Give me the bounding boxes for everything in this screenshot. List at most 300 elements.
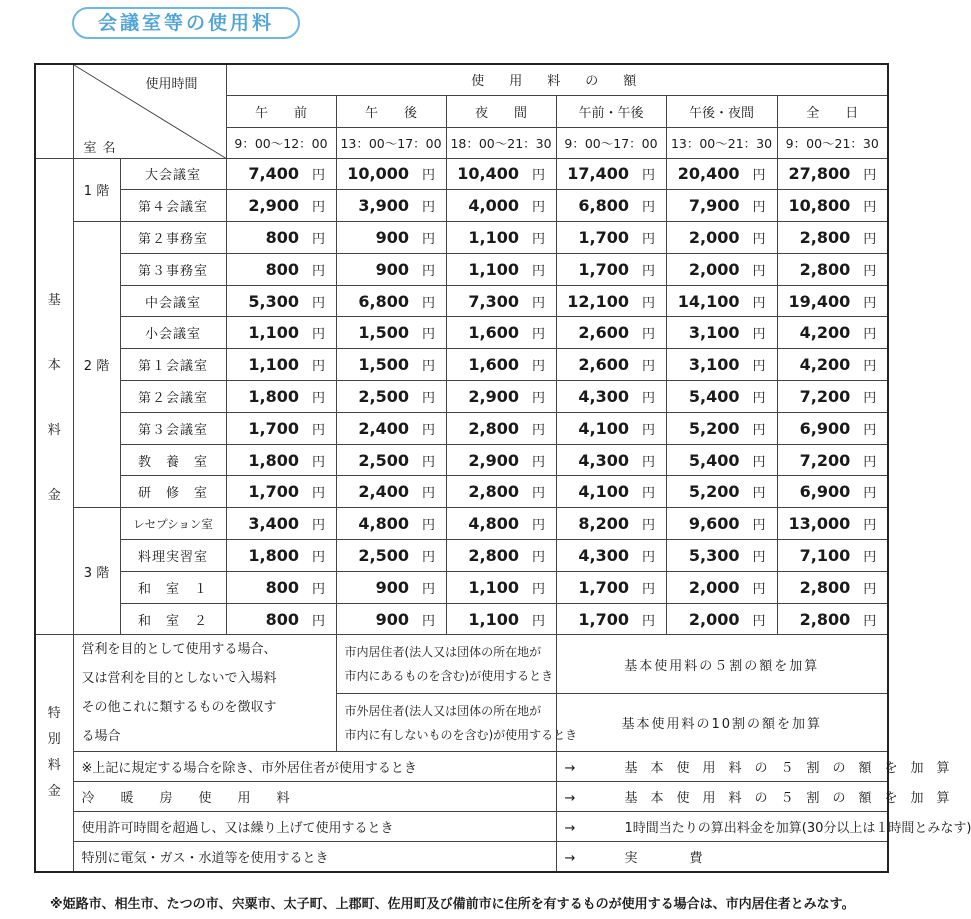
fee-cell bbox=[666, 571, 777, 603]
fee-value: 1,700 bbox=[578, 609, 629, 629]
header-corner bbox=[73, 64, 226, 158]
yen-unit: 円 bbox=[531, 549, 545, 565]
yen-unit: 円 bbox=[863, 200, 877, 216]
yen-unit: 円 bbox=[641, 231, 655, 247]
fee-value: 800 bbox=[265, 609, 299, 629]
usage-time-label: 使用時間 bbox=[145, 77, 198, 92]
table-row bbox=[35, 476, 888, 508]
fee-cell bbox=[336, 476, 446, 508]
fee-value: 1,800 bbox=[248, 450, 299, 470]
fee-value: 900 bbox=[375, 259, 409, 279]
yen-unit: 円 bbox=[531, 486, 545, 502]
special-fee-label bbox=[35, 635, 73, 872]
fee-cell bbox=[556, 222, 666, 254]
yen-unit: 円 bbox=[311, 200, 325, 216]
room-name-text: 第３会議室 bbox=[137, 422, 208, 438]
yen-unit: 円 bbox=[311, 581, 325, 597]
room-name bbox=[120, 603, 226, 635]
fee-value: 2,000 bbox=[688, 259, 740, 279]
fee-value: 1,100 bbox=[468, 577, 519, 597]
fee-value: 2,600 bbox=[578, 355, 629, 375]
special-fee bbox=[556, 842, 888, 872]
nonresident-fee bbox=[556, 693, 888, 752]
commercial-condition-line: その他これに類するものを徴収す bbox=[81, 700, 277, 716]
fee-cell bbox=[666, 381, 777, 413]
floor-label bbox=[73, 158, 120, 222]
fee-value: 2,900 bbox=[468, 386, 519, 406]
fee-value: 4,300 bbox=[578, 545, 629, 565]
yen-unit: 円 bbox=[531, 581, 545, 597]
yen-unit: 円 bbox=[531, 613, 545, 629]
fee-value: 2,800 bbox=[468, 545, 519, 565]
yen-unit: 円 bbox=[531, 327, 545, 343]
period-time bbox=[666, 127, 777, 158]
basic-fee-char: 本 bbox=[47, 358, 61, 374]
yen-unit: 円 bbox=[641, 168, 655, 184]
fee-value: 2,400 bbox=[358, 482, 409, 502]
room-name bbox=[120, 508, 226, 540]
yen-unit: 円 bbox=[752, 454, 766, 470]
arrow-icon: → bbox=[564, 821, 576, 837]
fee-value: 4,200 bbox=[799, 323, 851, 343]
fee-cell bbox=[446, 444, 556, 476]
special-row bbox=[35, 752, 888, 782]
yen-unit: 円 bbox=[863, 390, 877, 406]
yen-unit: 円 bbox=[863, 231, 877, 247]
fee-value: 1,700 bbox=[578, 227, 629, 247]
fee-value: 6,900 bbox=[799, 482, 851, 502]
yen-unit: 円 bbox=[641, 486, 655, 502]
room-name bbox=[120, 158, 226, 190]
fee-cell bbox=[226, 381, 336, 413]
fee-value: 1,800 bbox=[248, 545, 299, 565]
special-row bbox=[35, 812, 888, 842]
fee-cell bbox=[556, 285, 666, 317]
room-name bbox=[120, 190, 226, 222]
yen-unit: 円 bbox=[421, 295, 435, 311]
table-row bbox=[35, 158, 888, 190]
yen-unit: 円 bbox=[863, 486, 877, 502]
yen-unit: 円 bbox=[863, 518, 877, 534]
resident-condition-line: 市内居住者(法人又は団体の所在地が bbox=[344, 645, 542, 660]
special-fee-text: 基 本 使 用 料 の ５ 割 の 額 を 加 算 bbox=[624, 791, 950, 807]
fee-value: 4,000 bbox=[468, 196, 519, 216]
fee-value: 800 bbox=[265, 259, 299, 279]
fee-cell bbox=[226, 158, 336, 190]
room-name-text: 研 修 室 bbox=[137, 486, 208, 502]
fee-value: 13,000 bbox=[788, 514, 851, 534]
fee-value: 1,700 bbox=[578, 259, 629, 279]
fee-value: 17,400 bbox=[567, 164, 629, 184]
special-fee-char: 別 bbox=[47, 732, 61, 748]
room-name bbox=[120, 412, 226, 444]
fee-cell bbox=[777, 190, 888, 222]
fee-cell bbox=[556, 381, 666, 413]
fee-value: 7,100 bbox=[799, 545, 851, 565]
basic-fee-char: 料 bbox=[47, 423, 61, 439]
special-condition-text: ※上記に規定する場合を除き、市外居住者が使用するとき bbox=[81, 761, 417, 777]
fee-cell bbox=[666, 412, 777, 444]
fee-cell bbox=[777, 158, 888, 190]
fee-value: 4,300 bbox=[578, 386, 629, 406]
room-name-text: 小会議室 bbox=[144, 327, 201, 343]
yen-unit: 円 bbox=[531, 518, 545, 534]
fee-cell bbox=[226, 253, 336, 285]
fee-cell bbox=[336, 190, 446, 222]
fee-value: 800 bbox=[265, 227, 299, 247]
fee-value: 3,900 bbox=[358, 196, 409, 216]
period-header bbox=[226, 95, 336, 127]
yen-unit: 円 bbox=[311, 327, 325, 343]
yen-unit: 円 bbox=[641, 422, 655, 438]
special-fee-text: 基 本 使 用 料 の ５ 割 の 額 を 加 算 bbox=[624, 761, 950, 777]
special-condition bbox=[73, 842, 556, 872]
fee-cell bbox=[556, 190, 666, 222]
yen-unit: 円 bbox=[531, 422, 545, 438]
period-label: 午 前 bbox=[254, 105, 307, 121]
fee-value: 5,400 bbox=[688, 386, 740, 406]
room-name bbox=[120, 253, 226, 285]
period-header bbox=[666, 95, 777, 127]
room-name bbox=[120, 540, 226, 572]
special-fee-char: 金 bbox=[47, 784, 61, 800]
period-label: 夜 間 bbox=[474, 105, 527, 121]
yen-unit: 円 bbox=[421, 518, 435, 534]
fee-value: 800 bbox=[265, 577, 299, 597]
fee-cell bbox=[336, 508, 446, 540]
basic-fee-char: 基 bbox=[47, 293, 61, 309]
fee-value: 2,900 bbox=[248, 196, 299, 216]
fee-cell bbox=[446, 317, 556, 349]
fee-cell bbox=[226, 476, 336, 508]
fee-value: 900 bbox=[375, 227, 409, 247]
fee-value: 10,400 bbox=[457, 164, 519, 184]
fee-value: 6,800 bbox=[578, 196, 629, 216]
fee-value: 2,500 bbox=[358, 450, 409, 470]
yen-unit: 円 bbox=[421, 200, 435, 216]
yen-unit: 円 bbox=[421, 231, 435, 247]
fee-cell bbox=[336, 540, 446, 572]
fee-value: 7,300 bbox=[468, 291, 519, 311]
yen-unit: 円 bbox=[421, 327, 435, 343]
fee-cell bbox=[556, 317, 666, 349]
fee-value: 7,400 bbox=[248, 164, 299, 184]
yen-unit: 円 bbox=[311, 231, 325, 247]
fee-value: 4,800 bbox=[358, 514, 409, 534]
table-row bbox=[35, 285, 888, 317]
room-name-text: 第４会議室 bbox=[137, 200, 208, 216]
fee-cell bbox=[777, 571, 888, 603]
room-name bbox=[120, 476, 226, 508]
yen-unit: 円 bbox=[531, 231, 545, 247]
fee-cell bbox=[666, 158, 777, 190]
room-name-text: 和 室 ２ bbox=[137, 613, 208, 629]
fee-cell bbox=[336, 603, 446, 635]
fee-value: 4,800 bbox=[468, 514, 519, 534]
yen-unit: 円 bbox=[752, 200, 766, 216]
fee-value: 1,600 bbox=[468, 355, 519, 375]
room-name-text: 大会議室 bbox=[144, 168, 201, 184]
fee-cell bbox=[446, 508, 556, 540]
fee-cell bbox=[336, 444, 446, 476]
special-row bbox=[35, 782, 888, 812]
fee-value: 4,300 bbox=[578, 450, 629, 470]
nonresident-condition bbox=[336, 693, 578, 752]
yen-unit: 円 bbox=[863, 263, 877, 279]
fee-cell bbox=[226, 412, 336, 444]
special-fee-char: 料 bbox=[47, 758, 61, 774]
fee-cell bbox=[226, 349, 336, 381]
room-name-label: 室名 bbox=[83, 141, 122, 156]
yen-unit: 円 bbox=[311, 454, 325, 470]
fee-cell bbox=[226, 222, 336, 254]
special-condition bbox=[73, 782, 556, 812]
nonresident-fee-text: 基本使用料の10割の額を加算 bbox=[621, 717, 823, 733]
resident-fee bbox=[556, 635, 888, 694]
special-condition bbox=[73, 812, 556, 842]
fee-cell bbox=[446, 349, 556, 381]
fee-cell bbox=[446, 412, 556, 444]
table-row bbox=[35, 540, 888, 572]
yen-unit: 円 bbox=[531, 295, 545, 311]
yen-unit: 円 bbox=[641, 518, 655, 534]
fee-cell bbox=[446, 381, 556, 413]
fee-amount-label: 使 用 料 の 額 bbox=[471, 74, 643, 90]
fee-value: 2,800 bbox=[799, 259, 851, 279]
yen-unit: 円 bbox=[531, 454, 545, 470]
period-header bbox=[336, 95, 446, 127]
arrow-icon: → bbox=[564, 761, 576, 777]
table-row bbox=[35, 444, 888, 476]
fee-cell bbox=[226, 508, 336, 540]
yen-unit: 円 bbox=[421, 422, 435, 438]
period-time-label: 9：00～21：30 bbox=[785, 135, 879, 151]
fee-cell bbox=[446, 222, 556, 254]
fee-cell bbox=[777, 508, 888, 540]
period-time bbox=[446, 127, 556, 158]
fee-cell bbox=[556, 476, 666, 508]
fee-cell bbox=[226, 285, 336, 317]
yen-unit: 円 bbox=[863, 454, 877, 470]
yen-unit: 円 bbox=[752, 390, 766, 406]
fee-value: 9,600 bbox=[688, 514, 740, 534]
yen-unit: 円 bbox=[752, 549, 766, 565]
special-fee bbox=[556, 782, 950, 812]
footnote: ※姫路市、相生市、たつの市、宍粟市、太子町、上郡町、佐用町及び備前市に住所を有するものが使用する場合は、市内居住者とみなす。 bbox=[50, 897, 855, 912]
yen-unit: 円 bbox=[863, 581, 877, 597]
fee-value: 2,400 bbox=[358, 418, 409, 438]
special-fee-text: 実 費 bbox=[624, 851, 703, 867]
basic-fee-char: 金 bbox=[47, 488, 61, 504]
special-fee-text: 1時間当たりの算出料金を加算(30分以上は１時間とみなす) bbox=[624, 821, 971, 837]
fee-cell bbox=[226, 603, 336, 635]
table-row bbox=[35, 190, 888, 222]
fee-value: 7,200 bbox=[799, 386, 851, 406]
fee-value: 2,800 bbox=[799, 577, 851, 597]
fee-value: 20,400 bbox=[677, 164, 740, 184]
yen-unit: 円 bbox=[421, 486, 435, 502]
yen-unit: 円 bbox=[752, 613, 766, 629]
period-time-label: 13：00～17：00 bbox=[340, 135, 442, 151]
period-header bbox=[777, 95, 888, 127]
fee-value: 10,800 bbox=[788, 196, 851, 216]
period-time bbox=[336, 127, 446, 158]
fee-cell bbox=[336, 349, 446, 381]
fee-cell bbox=[226, 571, 336, 603]
yen-unit: 円 bbox=[421, 549, 435, 565]
fee-cell bbox=[336, 158, 446, 190]
fee-value: 14,100 bbox=[677, 291, 740, 311]
fee-cell bbox=[336, 253, 446, 285]
table-row bbox=[35, 412, 888, 444]
period-label: 午 後 bbox=[364, 105, 417, 121]
yen-unit: 円 bbox=[311, 422, 325, 438]
fee-value: 2,000 bbox=[688, 227, 740, 247]
fee-cell bbox=[666, 317, 777, 349]
fee-cell bbox=[226, 190, 336, 222]
yen-unit: 円 bbox=[641, 327, 655, 343]
period-time bbox=[777, 127, 888, 158]
commercial-condition-line: る場合 bbox=[81, 729, 121, 745]
fee-cell bbox=[666, 222, 777, 254]
fee-cell bbox=[556, 571, 666, 603]
room-name-text: 第１会議室 bbox=[137, 359, 208, 375]
fee-value: 1,500 bbox=[358, 355, 409, 375]
fee-value: 3,400 bbox=[248, 514, 299, 534]
fee-cell bbox=[777, 253, 888, 285]
yen-unit: 円 bbox=[531, 359, 545, 375]
fee-value: 1,100 bbox=[468, 609, 519, 629]
fee-table bbox=[34, 63, 971, 873]
fee-value: 5,200 bbox=[688, 418, 740, 438]
fee-cell bbox=[556, 158, 666, 190]
commercial-condition bbox=[73, 635, 336, 752]
fee-value: 1,700 bbox=[248, 482, 299, 502]
fee-cell bbox=[226, 540, 336, 572]
period-label: 午後・夜間 bbox=[688, 105, 754, 121]
yen-unit: 円 bbox=[311, 295, 325, 311]
period-time bbox=[556, 127, 666, 158]
fee-cell bbox=[336, 317, 446, 349]
period-time-label: 18：00～21：30 bbox=[450, 135, 552, 151]
fee-cell bbox=[777, 349, 888, 381]
fee-cell bbox=[446, 571, 556, 603]
period-time bbox=[226, 127, 336, 158]
table-row bbox=[35, 603, 888, 635]
fee-cell bbox=[666, 476, 777, 508]
fee-amount-header bbox=[226, 64, 888, 95]
period-time-label: 13：00～21：30 bbox=[670, 135, 773, 151]
floor-name: 2 階 bbox=[83, 359, 110, 375]
fee-value: 1,500 bbox=[358, 323, 409, 343]
special-row bbox=[35, 842, 888, 872]
resident-fee-text: 基本使用料の５割の額を加算 bbox=[624, 658, 820, 674]
table-row bbox=[35, 381, 888, 413]
room-name bbox=[120, 317, 226, 349]
table-row bbox=[35, 317, 888, 349]
yen-unit: 円 bbox=[311, 390, 325, 406]
table-row bbox=[35, 222, 888, 254]
yen-unit: 円 bbox=[641, 359, 655, 375]
floor-name: 3 階 bbox=[83, 565, 110, 581]
fee-value: 1,700 bbox=[578, 577, 629, 597]
fee-value: 12,100 bbox=[567, 291, 629, 311]
room-name bbox=[120, 444, 226, 476]
yen-unit: 円 bbox=[421, 168, 435, 184]
table-row bbox=[35, 253, 888, 285]
table-row bbox=[35, 349, 888, 381]
yen-unit: 円 bbox=[863, 422, 877, 438]
fee-value: 2,500 bbox=[358, 386, 409, 406]
fee-value: 3,100 bbox=[688, 355, 740, 375]
fee-value: 1,100 bbox=[248, 355, 299, 375]
fee-cell bbox=[666, 190, 777, 222]
period-header bbox=[556, 95, 666, 127]
yen-unit: 円 bbox=[531, 390, 545, 406]
yen-unit: 円 bbox=[752, 263, 766, 279]
fee-cell bbox=[777, 285, 888, 317]
fee-value: 7,900 bbox=[688, 196, 740, 216]
fee-value: 1,800 bbox=[248, 386, 299, 406]
yen-unit: 円 bbox=[752, 518, 766, 534]
fee-cell bbox=[556, 444, 666, 476]
room-name-text: 中会議室 bbox=[144, 295, 201, 311]
yen-unit: 円 bbox=[531, 200, 545, 216]
yen-unit: 円 bbox=[752, 168, 766, 184]
fee-value: 8,200 bbox=[578, 514, 629, 534]
table-row bbox=[35, 571, 888, 603]
fee-cell bbox=[666, 444, 777, 476]
room-name-text: 第２事務室 bbox=[137, 231, 208, 247]
room-name-text: 教 養 室 bbox=[137, 454, 208, 470]
yen-unit: 円 bbox=[421, 359, 435, 375]
period-header bbox=[446, 95, 556, 127]
nonresident-condition-line: 市内に有しないものを含む)が使用するとき bbox=[344, 727, 578, 742]
fee-cell bbox=[666, 603, 777, 635]
fee-value: 5,300 bbox=[688, 545, 740, 565]
fee-cell bbox=[446, 285, 556, 317]
yen-unit: 円 bbox=[752, 359, 766, 375]
fee-value: 1,600 bbox=[468, 323, 519, 343]
yen-unit: 円 bbox=[421, 390, 435, 406]
yen-unit: 円 bbox=[421, 263, 435, 279]
fee-cell bbox=[777, 603, 888, 635]
fee-cell bbox=[777, 381, 888, 413]
yen-unit: 円 bbox=[641, 295, 655, 311]
fee-value: 2,500 bbox=[358, 545, 409, 565]
fee-value: 1,100 bbox=[468, 227, 519, 247]
period-time-label: 9：00～17：00 bbox=[564, 135, 658, 151]
fee-value: 4,100 bbox=[578, 418, 629, 438]
arrow-icon: → bbox=[564, 851, 576, 867]
fee-cell bbox=[777, 476, 888, 508]
yen-unit: 円 bbox=[752, 327, 766, 343]
fee-value: 2,000 bbox=[688, 609, 740, 629]
fee-cell bbox=[777, 317, 888, 349]
period-label: 全 日 bbox=[806, 105, 859, 121]
yen-unit: 円 bbox=[531, 168, 545, 184]
special-condition-text: 特別に電気・ガス・水道等を使用するとき bbox=[81, 851, 329, 867]
fee-value: 6,900 bbox=[799, 418, 851, 438]
fee-cell bbox=[556, 540, 666, 572]
room-name bbox=[120, 571, 226, 603]
fee-value: 19,400 bbox=[788, 291, 851, 311]
fee-cell bbox=[446, 190, 556, 222]
fee-value: 900 bbox=[375, 609, 409, 629]
yen-unit: 円 bbox=[311, 168, 325, 184]
yen-unit: 円 bbox=[641, 613, 655, 629]
fee-cell bbox=[446, 253, 556, 285]
